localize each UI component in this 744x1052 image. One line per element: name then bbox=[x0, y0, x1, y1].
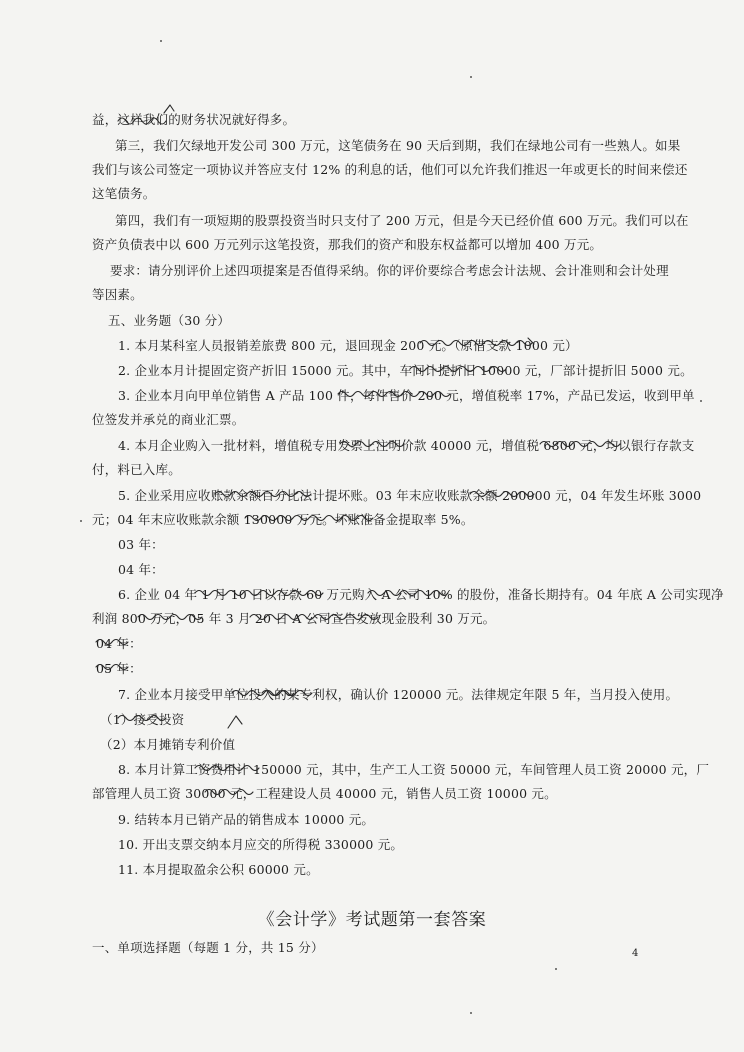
answer-section-heading: 一、单项选择题（每题 1 分，共 15 分） bbox=[92, 940, 324, 955]
question-item: 11. 本月提取盈余公积 60000 元。 bbox=[118, 862, 319, 877]
question-item: 5. 企业采用应收账款余额百分比法计提坏账。03 年末应收账款余额 200000 元，04 年发生坏账 3000 bbox=[118, 488, 702, 503]
text-line: 我们与该公司签定一项协议并答应支付 12% 的利息的话，他们可以允许我们推迟一年或更长的时间来偿还 bbox=[92, 162, 688, 177]
question-item: 位签发并承兑的商业汇票。 bbox=[92, 412, 245, 427]
question-item: 3. 企业本月向甲单位销售 A 产品 100 件，每件售价 200 元，增值税率 17%，产品已发运，收到甲单 bbox=[118, 388, 695, 403]
question-item: 2. 企业本月计提固定资产折旧 15000 元。其中，车间计提折旧 10000 元，厂部计提折旧 5000 元。 bbox=[118, 363, 693, 378]
question-item: 8. 本月计算工资费用计 150000 元，其中，生产工人工资 50000 元，车间管理人员工资 20000 元，厂 bbox=[118, 762, 710, 777]
text-line: 益，这样我们的财务状况就好得多。 bbox=[92, 112, 296, 127]
scan-speck bbox=[470, 76, 472, 78]
text-line: 第四，我们有一项短期的股票投资当时只支付了 200 万元，但是今天已经价值 600 万元。我们可以在 bbox=[115, 213, 689, 228]
question-item: 4. 本月企业购入一批材料，增值税专用发票上注明价款 40000 元，增值税 6800 元，均以银行存款支 bbox=[118, 438, 695, 453]
question-item: 6. 企业 04 年 1 月 10 日以存款 60 万元购入 A 公司 10% 的股份，准备长期持有。04 年底 A 公司实现净 bbox=[118, 587, 724, 602]
question-item: 10. 开出支票交纳本月应交的所得税 330000 元。 bbox=[118, 837, 404, 852]
answer-label: 03 年： bbox=[118, 537, 164, 552]
answer-label: 04 年： bbox=[96, 636, 142, 651]
scan-speck bbox=[470, 1012, 472, 1014]
scan-speck bbox=[555, 968, 557, 970]
question-item: 部管理人员工资 30000 元，工程建设人员 40000 元，销售人员工资 10000 元。 bbox=[92, 786, 557, 801]
page-number: 4 bbox=[632, 948, 639, 959]
question-item: 9. 结转本月已销产品的销售成本 10000 元。 bbox=[118, 812, 375, 827]
answer-title: 《会计学》考试题第一套答案 bbox=[257, 910, 487, 930]
text-line: 要求：请分别评价上述四项提案是否值得采纳。你的评价要综合考虑会计法规、会计准则和会计处理 bbox=[110, 263, 669, 278]
question-item: 元；04 年末应收账款余额 130000 万元。坏账准备金提取率 5%。 bbox=[92, 512, 474, 527]
text-line: 资产负债表中以 600 万元列示这笔投资，那我们的资产和股东权益都可以增加 400 万元。 bbox=[92, 237, 603, 252]
section-heading: 五、业务题（30 分） bbox=[108, 313, 231, 328]
answer-label: （1）接受投资 bbox=[100, 712, 185, 727]
text-line: 等因素。 bbox=[92, 287, 143, 302]
question-item: 1. 本月某科室人员报销差旅费 800 元，退回现金 200 元。（原借支款 1000 元） bbox=[118, 338, 578, 353]
text-line: 第三，我们欠绿地开发公司 300 万元，这笔债务在 90 天后到期，我们在绿地公司有一些熟人。如果 bbox=[115, 138, 681, 153]
question-item: 利润 800 万元，05 年 3 月 20 日 A 公司宣告发放现金股利 30 万元。 bbox=[92, 611, 496, 626]
question-item: 7. 企业本月接受甲单位投入的某专利权，确认价 120000 元。法律规定年限 5 年，当月投入使用。 bbox=[118, 687, 679, 702]
answer-label: 05 年： bbox=[96, 661, 142, 676]
question-item: 付，料已入库。 bbox=[92, 462, 181, 477]
scan-speck bbox=[80, 520, 82, 522]
scan-speck bbox=[700, 400, 702, 402]
scan-speck bbox=[160, 40, 162, 42]
answer-label: （2）本月摊销专利价值 bbox=[100, 737, 236, 752]
answer-label: 04 年： bbox=[118, 562, 164, 577]
text-line: 这笔债务。 bbox=[92, 186, 156, 201]
